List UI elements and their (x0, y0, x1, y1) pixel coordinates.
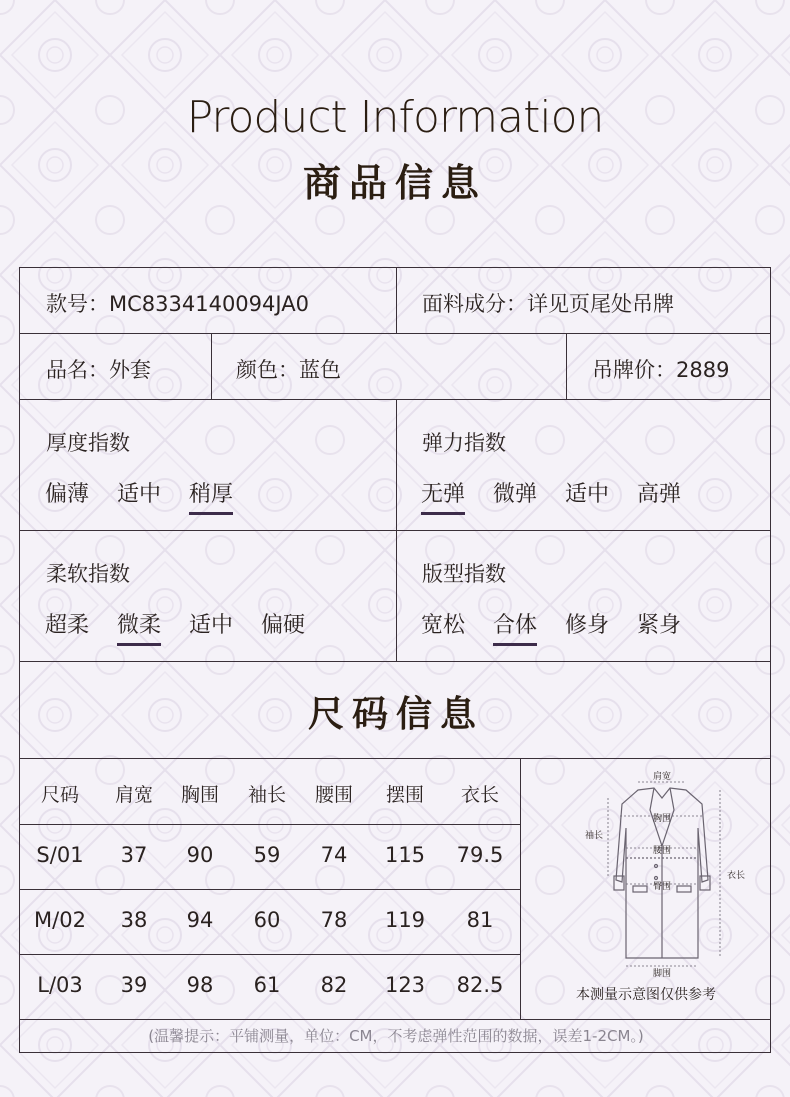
fit-option: 合体 (493, 608, 537, 646)
diagram-caption: 本测量示意图仅供参考 (576, 987, 716, 1003)
thickness-option: 偏薄 (45, 482, 90, 507)
fit-option: 宽松 (421, 613, 466, 638)
elasticity-option: 无弹 (421, 477, 465, 515)
size-column-header: 肩宽 (114, 784, 153, 806)
elasticity-option: 微弹 (493, 482, 538, 507)
size-value-cell: 81 (466, 908, 494, 932)
label-sleeve: 袖长 (584, 831, 604, 841)
size-label-cell: M/02 (34, 908, 86, 932)
size-value-cell: 78 (320, 908, 348, 932)
fit-option: 紧身 (637, 613, 682, 638)
coat-measurement-diagram (580, 768, 760, 980)
label-waist: 腰围 (652, 846, 672, 856)
label-hip: 臀围 (652, 882, 672, 892)
size-column-header: 胸围 (180, 784, 219, 806)
softness-option: 偏硬 (261, 613, 306, 638)
size-value-cell: 61 (253, 973, 281, 997)
size-column-header: 尺码 (40, 784, 79, 806)
softness-option: 适中 (189, 613, 234, 638)
fit-option: 修身 (565, 613, 610, 638)
size-value-cell: 82 (320, 973, 348, 997)
size-value-cell: 82.5 (456, 973, 504, 997)
size-value-cell: 115 (384, 843, 426, 867)
softness-label: 柔软指数 (46, 562, 130, 586)
size-label-cell: L/03 (37, 973, 83, 997)
thickness-option: 适中 (117, 482, 162, 507)
style-number: 款号：MC8334140094JA0 (46, 292, 309, 316)
size-value-cell: 59 (253, 843, 281, 867)
label-length: 衣长 (726, 871, 746, 881)
size-label-cell: S/01 (36, 843, 84, 867)
size-value-cell: 90 (186, 843, 214, 867)
softness-option: 超柔 (45, 613, 90, 638)
softness-option: 微柔 (117, 608, 161, 646)
elasticity-option: 适中 (565, 482, 610, 507)
size-value-cell: 79.5 (456, 843, 504, 867)
size-column-header: 袖长 (247, 784, 286, 806)
title-english: Product Information (186, 92, 604, 143)
label-hem: 脚围 (652, 969, 672, 979)
elasticity-option: 高弹 (637, 482, 682, 507)
size-column-header: 衣长 (460, 784, 499, 806)
thickness-option: 稍厚 (189, 477, 233, 515)
size-value-cell: 98 (186, 973, 214, 997)
product-color: 颜色：蓝色 (236, 358, 341, 382)
product-info-table (19, 267, 771, 1053)
thickness-label: 厚度指数 (46, 431, 130, 455)
size-column-header: 腰围 (314, 784, 353, 806)
title-chinese: 商品信息 (302, 161, 487, 205)
product-name: 品名：外套 (46, 358, 151, 382)
size-value-cell: 38 (120, 908, 148, 932)
size-value-cell: 74 (320, 843, 348, 867)
fit-label: 版型指数 (422, 562, 506, 586)
elasticity-label: 弹力指数 (422, 431, 506, 455)
size-column-header: 摆围 (385, 784, 424, 806)
fabric-composition: 面料成分：详见页尾处吊牌 (422, 292, 674, 316)
size-value-cell: 37 (120, 843, 148, 867)
size-value-cell: 94 (186, 908, 214, 932)
label-chest: 胸围 (652, 814, 672, 824)
size-value-cell: 60 (253, 908, 281, 932)
tag-price: 吊牌价：2889 (592, 358, 730, 382)
size-value-cell: 119 (384, 908, 426, 932)
measurement-note: (温馨提示：平铺测量，单位：CM，不考虑弹性范围的数据，误差1-2CM。) (148, 1027, 644, 1045)
label-shoulder: 肩宽 (652, 772, 672, 782)
size-info-title: 尺码信息 (307, 694, 484, 735)
size-value-cell: 39 (120, 973, 148, 997)
size-value-cell: 123 (384, 973, 426, 997)
